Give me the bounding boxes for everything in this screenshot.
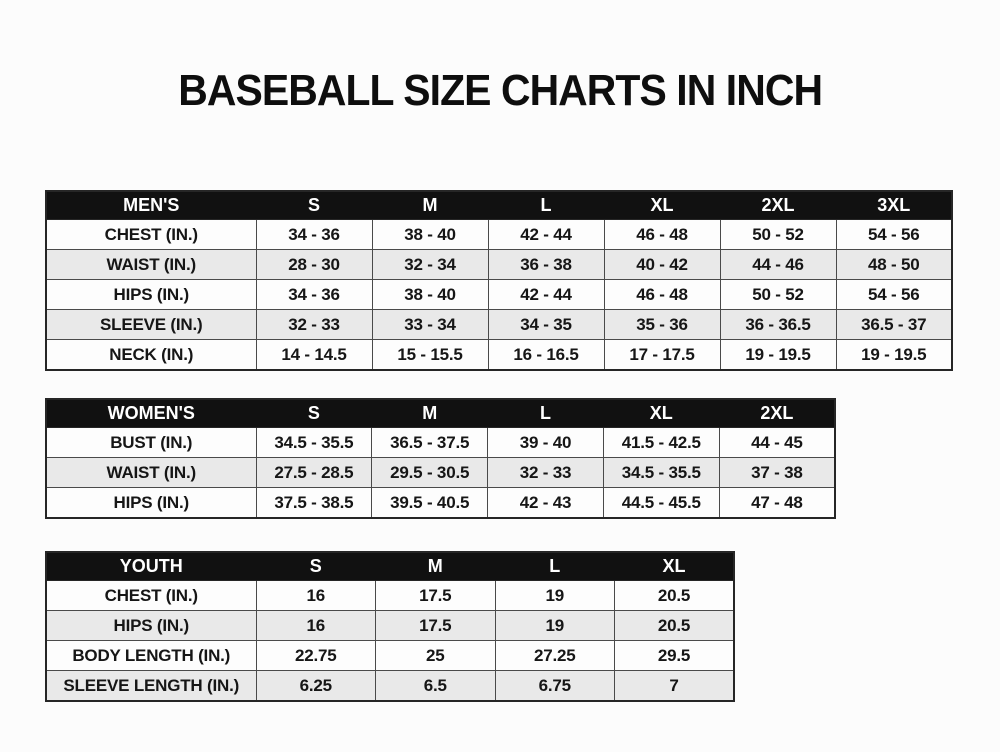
row-label: CHEST (IN.) — [46, 581, 256, 611]
row-label: BUST (IN.) — [46, 428, 256, 458]
column-header: L — [488, 191, 604, 220]
table-row — [46, 641, 734, 671]
size-cell: 50 - 52 — [720, 220, 836, 250]
size-cell: 40 - 42 — [604, 250, 720, 280]
size-cell: 17 - 17.5 — [604, 340, 720, 371]
size-cell: 36.5 - 37 — [836, 310, 952, 340]
table-row — [46, 250, 952, 280]
size-cell: 38 - 40 — [372, 280, 488, 310]
size-cell: 46 - 48 — [604, 280, 720, 310]
size-cell: 19 - 19.5 — [836, 340, 952, 371]
size-cell: 37 - 38 — [719, 458, 835, 488]
size-cell: 42 - 43 — [488, 488, 604, 519]
table-row — [46, 310, 952, 340]
page-title — [0, 66, 1000, 116]
table-row — [46, 280, 952, 310]
size-cell: 41.5 - 42.5 — [603, 428, 719, 458]
size-cell: 39.5 - 40.5 — [372, 488, 488, 519]
row-label: HIPS (IN.) — [46, 280, 256, 310]
size-cell: 39 - 40 — [488, 428, 604, 458]
size-cell: 19 — [495, 611, 615, 641]
size-cell: 34 - 36 — [256, 280, 372, 310]
column-header: 2XL — [720, 191, 836, 220]
size-cell: 44 - 45 — [719, 428, 835, 458]
table-row — [46, 611, 734, 641]
size-cell: 36 - 36.5 — [720, 310, 836, 340]
column-header: XL — [615, 552, 735, 581]
row-label: CHEST (IN.) — [46, 220, 256, 250]
size-cell: 14 - 14.5 — [256, 340, 372, 371]
size-cell: 42 - 44 — [488, 280, 604, 310]
column-header: L — [488, 399, 604, 428]
size-cell: 36 - 38 — [488, 250, 604, 280]
column-header: M — [372, 191, 488, 220]
table-row — [46, 340, 952, 371]
row-label: WAIST (IN.) — [46, 250, 256, 280]
youth-grid — [45, 551, 735, 702]
size-cell: 28 - 30 — [256, 250, 372, 280]
size-cell: 46 - 48 — [604, 220, 720, 250]
size-cell: 16 — [256, 581, 376, 611]
size-cell: 6.25 — [256, 671, 376, 702]
youth-group-title: YOUTH — [46, 552, 256, 581]
youth-size-table — [45, 551, 735, 702]
size-cell: 36.5 - 37.5 — [372, 428, 488, 458]
table-row — [46, 458, 835, 488]
column-header: XL — [603, 399, 719, 428]
size-cell: 29.5 - 30.5 — [372, 458, 488, 488]
page-title-text: BASEBALL SIZE CHARTS IN INCH — [178, 66, 822, 115]
mens-size-table — [45, 190, 953, 371]
mens-group-title: MEN'S — [46, 191, 256, 220]
size-cell: 19 - 19.5 — [720, 340, 836, 371]
column-header: L — [495, 552, 615, 581]
size-cell: 35 - 36 — [604, 310, 720, 340]
row-label: SLEEVE (IN.) — [46, 310, 256, 340]
size-cell: 27.25 — [495, 641, 615, 671]
size-cell: 34.5 - 35.5 — [603, 458, 719, 488]
womens-size-table — [45, 398, 836, 519]
mens-header-row — [46, 191, 952, 220]
table-row — [46, 488, 835, 519]
table-row — [46, 428, 835, 458]
row-label: BODY LENGTH (IN.) — [46, 641, 256, 671]
size-cell: 32 - 33 — [256, 310, 372, 340]
size-cell: 17.5 — [376, 611, 496, 641]
size-cell: 20.5 — [615, 581, 735, 611]
table-row — [46, 671, 734, 702]
size-cell: 42 - 44 — [488, 220, 604, 250]
column-header: 2XL — [719, 399, 835, 428]
size-cell: 32 - 33 — [488, 458, 604, 488]
size-cell: 22.75 — [256, 641, 376, 671]
size-cell: 34 - 35 — [488, 310, 604, 340]
size-cell: 15 - 15.5 — [372, 340, 488, 371]
size-cell: 6.5 — [376, 671, 496, 702]
column-header: S — [256, 552, 376, 581]
size-cell: 44.5 - 45.5 — [603, 488, 719, 519]
column-header: M — [376, 552, 496, 581]
womens-grid — [45, 398, 836, 519]
size-cell: 44 - 46 — [720, 250, 836, 280]
size-cell: 48 - 50 — [836, 250, 952, 280]
womens-header-row — [46, 399, 835, 428]
mens-grid — [45, 190, 953, 371]
womens-group-title: WOMEN'S — [46, 399, 256, 428]
column-header: M — [372, 399, 488, 428]
size-cell: 32 - 34 — [372, 250, 488, 280]
column-header: 3XL — [836, 191, 952, 220]
row-label: HIPS (IN.) — [46, 488, 256, 519]
size-cell: 19 — [495, 581, 615, 611]
size-cell: 34.5 - 35.5 — [256, 428, 372, 458]
size-cell: 27.5 - 28.5 — [256, 458, 372, 488]
size-cell: 20.5 — [615, 611, 735, 641]
size-cell: 54 - 56 — [836, 280, 952, 310]
size-cell: 25 — [376, 641, 496, 671]
row-label: HIPS (IN.) — [46, 611, 256, 641]
size-cell: 33 - 34 — [372, 310, 488, 340]
size-cell: 38 - 40 — [372, 220, 488, 250]
table-row — [46, 220, 952, 250]
column-header: XL — [604, 191, 720, 220]
row-label: SLEEVE LENGTH (IN.) — [46, 671, 256, 702]
size-cell: 54 - 56 — [836, 220, 952, 250]
size-cell: 37.5 - 38.5 — [256, 488, 372, 519]
size-cell: 7 — [615, 671, 735, 702]
size-cell: 34 - 36 — [256, 220, 372, 250]
size-cell: 47 - 48 — [719, 488, 835, 519]
size-cell: 16 - 16.5 — [488, 340, 604, 371]
size-cell: 50 - 52 — [720, 280, 836, 310]
table-row — [46, 581, 734, 611]
youth-header-row — [46, 552, 734, 581]
size-cell: 29.5 — [615, 641, 735, 671]
size-cell: 17.5 — [376, 581, 496, 611]
row-label: WAIST (IN.) — [46, 458, 256, 488]
size-cell: 16 — [256, 611, 376, 641]
row-label: NECK (IN.) — [46, 340, 256, 371]
column-header: S — [256, 191, 372, 220]
column-header: S — [256, 399, 372, 428]
size-cell: 6.75 — [495, 671, 615, 702]
